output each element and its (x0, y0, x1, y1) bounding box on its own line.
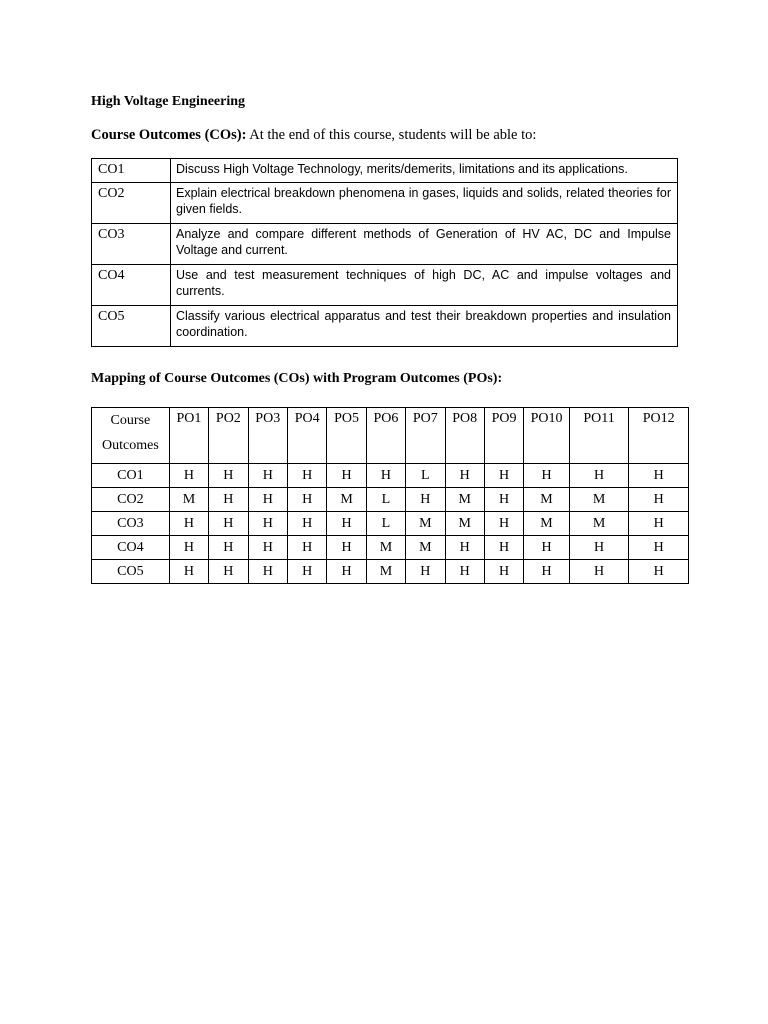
mapping-cell: H (524, 464, 569, 488)
mapping-cell: L (406, 464, 445, 488)
mapping-cell: H (524, 560, 569, 584)
mapping-cell: H (406, 560, 445, 584)
mapping-cell: H (629, 512, 689, 536)
mapping-cell: H (629, 464, 689, 488)
header-po9: PO9 (484, 408, 523, 464)
header-po3: PO3 (248, 408, 287, 464)
mapping-cell: H (287, 464, 326, 488)
mapping-cell: H (484, 464, 523, 488)
header-po8: PO8 (445, 408, 484, 464)
mapping-cell: M (366, 536, 405, 560)
mapping-cell: H (248, 464, 287, 488)
mapping-cell: M (406, 536, 445, 560)
header-po5: PO5 (327, 408, 366, 464)
mapping-cell: H (327, 536, 366, 560)
header-po1: PO1 (169, 408, 208, 464)
mapping-cell: M (524, 512, 569, 536)
mapping-cell: H (629, 488, 689, 512)
mapping-cell: H (569, 560, 629, 584)
co-code: CO4 (92, 265, 171, 306)
mapping-cell: H (406, 488, 445, 512)
mapping-cell: H (248, 536, 287, 560)
mapping-cell: H (169, 560, 208, 584)
mapping-cell: H (445, 560, 484, 584)
mapping-cell: H (445, 464, 484, 488)
mapping-cell: M (445, 512, 484, 536)
header-po11: PO11 (569, 408, 629, 464)
mapping-cell: H (629, 536, 689, 560)
mapping-cell: H (169, 536, 208, 560)
header-po2: PO2 (209, 408, 248, 464)
table-row (92, 306, 678, 347)
co-code: CO2 (92, 183, 171, 224)
mapping-cell: H (209, 512, 248, 536)
course-outcomes-intro (91, 126, 536, 144)
mapping-cell: H (569, 536, 629, 560)
header-po10: PO10 (524, 408, 569, 464)
header-po7: PO7 (406, 408, 445, 464)
header-label-line2: Outcomes (102, 438, 159, 453)
mapping-cell: M (445, 488, 484, 512)
header-po4: PO4 (287, 408, 326, 464)
mapping-cell: M (569, 488, 629, 512)
mapping-cell: H (248, 512, 287, 536)
table-row (92, 560, 689, 584)
mapping-cell: H (484, 560, 523, 584)
mapping-cell: H (287, 512, 326, 536)
table-row (92, 512, 689, 536)
mapping-cell: H (327, 512, 366, 536)
mapping-cell: H (327, 560, 366, 584)
mapping-cell: H (445, 536, 484, 560)
mapping-cell: M (169, 488, 208, 512)
table-row (92, 183, 678, 224)
mapping-cell: M (366, 560, 405, 584)
header-label-line1: Course (110, 413, 151, 428)
table-row (92, 224, 678, 265)
mapping-cell: H (287, 488, 326, 512)
mapping-cell: H (524, 536, 569, 560)
mapping-cell: M (524, 488, 569, 512)
mapping-cell: M (327, 488, 366, 512)
co-description: Discuss High Voltage Technology, merits/demerits, limitations and its applications. (171, 159, 678, 183)
mapping-title: Mapping of Course Outcomes (COs) with Program Outcomes (POs): (91, 371, 503, 386)
co-description: Use and test measurement techniques of high DC, AC and impulse voltages and currents. (171, 265, 678, 306)
mapping-cell: M (406, 512, 445, 536)
co-code: CO1 (92, 159, 171, 183)
table-row (92, 536, 689, 560)
mapping-cell: H (484, 488, 523, 512)
mapping-cell: L (366, 488, 405, 512)
mapping-cell: H (484, 512, 523, 536)
row-co-label: CO4 (92, 536, 170, 560)
co-description: Classify various electrical apparatus and test their breakdown properties and insulation coordination. (171, 306, 678, 347)
course-outcomes-intro-text: At the end of this course, students will be able to: (246, 127, 537, 143)
table-row (92, 265, 678, 306)
mapping-cell: H (287, 560, 326, 584)
row-co-label: CO3 (92, 512, 170, 536)
mapping-cell: H (287, 536, 326, 560)
page-title: High Voltage Engineering (91, 94, 246, 109)
co-po-mapping-table (91, 407, 689, 584)
mapping-cell: H (209, 560, 248, 584)
mapping-cell: H (209, 464, 248, 488)
course-outcomes-table (91, 158, 678, 347)
mapping-cell: H (629, 560, 689, 584)
table-row (92, 488, 689, 512)
course-outcomes-intro-label: Course Outcomes (COs): (91, 127, 247, 143)
mapping-cell: H (169, 464, 208, 488)
table-header-row (92, 408, 689, 464)
co-description: Explain electrical breakdown phenomena in gases, liquids and solids, related theories for given fields. (171, 183, 678, 224)
row-co-label: CO2 (92, 488, 170, 512)
header-course-outcomes (92, 408, 170, 464)
mapping-cell: H (209, 488, 248, 512)
mapping-cell: H (248, 560, 287, 584)
mapping-cell: L (366, 512, 405, 536)
mapping-cell: H (366, 464, 405, 488)
row-co-label: CO5 (92, 560, 170, 584)
header-po12: PO12 (629, 408, 689, 464)
mapping-cell: H (484, 536, 523, 560)
mapping-cell: H (248, 488, 287, 512)
mapping-cell: H (169, 512, 208, 536)
mapping-cell: H (327, 464, 366, 488)
mapping-cell: H (209, 536, 248, 560)
header-po6: PO6 (366, 408, 405, 464)
co-description: Analyze and compare different methods of Generation of HV AC, DC and Impulse Voltage and current. (171, 224, 678, 265)
table-row (92, 464, 689, 488)
mapping-cell: M (569, 512, 629, 536)
co-code: CO3 (92, 224, 171, 265)
co-code: CO5 (92, 306, 171, 347)
mapping-cell: H (569, 464, 629, 488)
row-co-label: CO1 (92, 464, 170, 488)
table-row (92, 159, 678, 183)
